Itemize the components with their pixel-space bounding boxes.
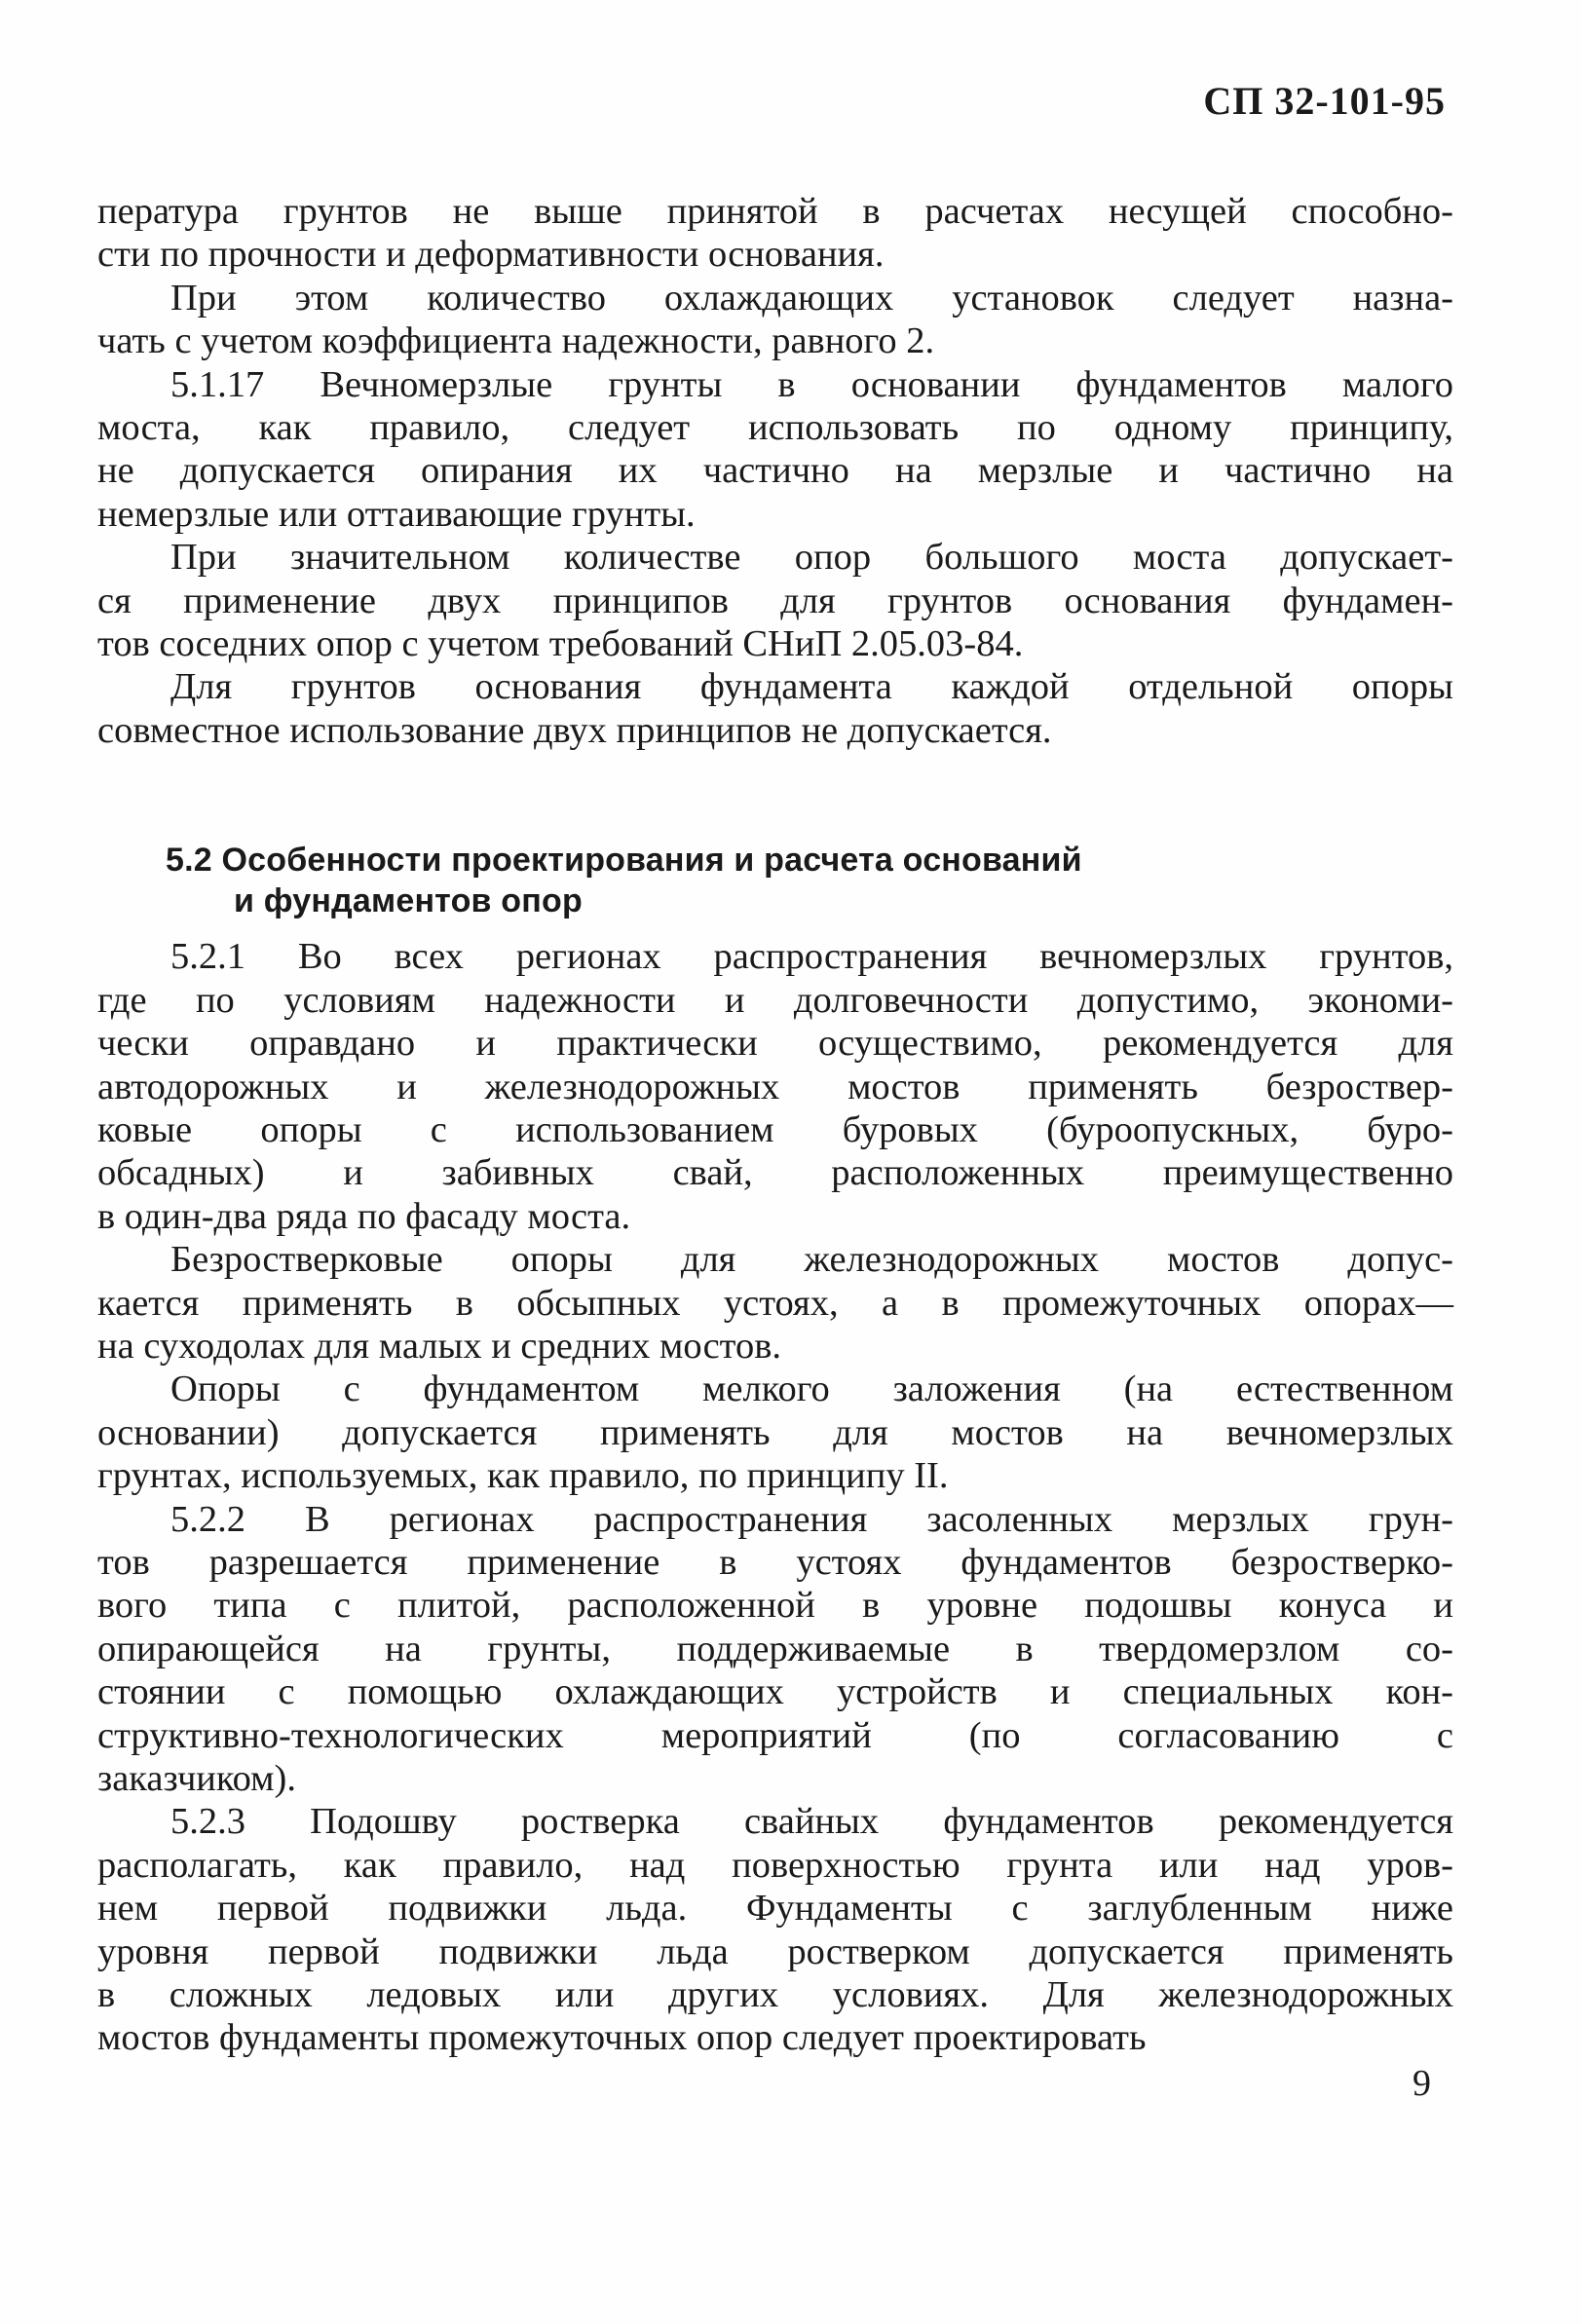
text-line: Безростверковые опоры для железнодорожных мостов допус- [170, 1239, 1453, 1281]
text-line: в сложных ледовых или других условиях. Для железнодорожных [97, 1974, 1453, 2016]
document-body [97, 190, 1453, 2060]
paragraph [97, 935, 1453, 1238]
text-line: сти по прочности и деформативности основания. [97, 234, 885, 276]
text-line: чать с учетом коэффициента надежности, равного 2. [97, 320, 935, 362]
paragraph [97, 277, 1453, 363]
text-line: структивно-технологических мероприятий (по согласованию с [97, 1714, 1453, 1756]
paragraph-group-top [97, 190, 1453, 752]
text-line: тов разрешается применение в устоях фундаментов безростверко- [97, 1541, 1453, 1583]
text-line: обсадных) и забивных свай, расположенных преимущественно [97, 1152, 1453, 1194]
paragraph [97, 363, 1453, 537]
text-line: ся применение двух принципов для грунтов основания фундамен- [97, 580, 1453, 621]
text-line: немерзлые или оттаивающие грунты. [97, 493, 696, 535]
text-line: кается применять в обсыпных устоях, а в промежуточных опорах— [97, 1282, 1453, 1324]
text-line: в один-два ряда по фасаду моста. [97, 1195, 631, 1237]
text-line: 5.2.1 Во всех регионах распространения вечномерзлых грунтов, [170, 936, 1453, 978]
text-line: 5.2.3 Подошву ростверка свайных фундаментов рекомендуется [170, 1801, 1453, 1843]
text-line: вого типа с плитой, расположенной в уровне подошвы конуса и [97, 1585, 1453, 1627]
paragraph-group-bottom [97, 935, 1453, 2060]
paragraph [97, 1368, 1453, 1497]
section-heading-line1: 5.2 Особенности проектирования и расчета оснований [166, 842, 1082, 880]
paragraph [97, 665, 1453, 752]
paragraph [97, 1800, 1453, 2059]
text-line: При значительном количестве опор большого моста допускает- [170, 537, 1453, 579]
paragraph [97, 536, 1453, 665]
text-line: где по условиям надежности и долговечности допустимо, экономи- [97, 979, 1453, 1021]
text-line: моста, как правило, следует использовать по одному принципу, [97, 407, 1453, 449]
text-line: нем первой подвижки льда. Фундаменты с заглубленным ниже [97, 1888, 1453, 1930]
page-number: 9 [1412, 2063, 1431, 2104]
text-line: пература грунтов не выше принятой в расчетах несущей способно- [97, 191, 1453, 232]
text-line: не допускается опирания их частично на мерзлые и частично на [97, 450, 1453, 492]
text-line: 5.1.17 Вечномерзлые грунты в основании фундаментов малого [170, 363, 1453, 405]
text-line: опирающейся на грунты, поддерживаемые в твердомерзлом со- [97, 1628, 1453, 1669]
text-line: заказчиком). [97, 1758, 296, 1799]
text-line: Опоры с фундаментом мелкого заложения (на естественном [170, 1368, 1453, 1410]
text-line: Для грунтов основания фундамента каждой отдельной опоры [170, 666, 1453, 708]
text-line: При этом количество охлаждающих установок следует назна- [170, 277, 1453, 319]
text-line: чески оправдано и практически осуществимо, рекомендуется для [97, 1023, 1453, 1065]
text-line: на суходолах для малых и средних мостов. [97, 1325, 782, 1367]
text-line: мостов фундаменты промежуточных опор следует проектировать [97, 2017, 1147, 2059]
paragraph [97, 190, 1453, 277]
text-line: располагать, как правило, над поверхностью грунта или над уров- [97, 1844, 1453, 1886]
text-line: грунтах, используемых, как правило, по принципу II. [97, 1455, 949, 1497]
text-line: 5.2.2 В регионах распространения засоленных мерзлых грун- [170, 1498, 1453, 1540]
text-line: уровня первой подвижки льда ростверком допускается применять [97, 1930, 1453, 1972]
text-line: ковые опоры с использованием буровых (буроопускных, буро- [97, 1108, 1453, 1150]
document-code-header: СП 32-101-95 [1203, 79, 1446, 123]
section-heading-line2: и фундаментов опор [234, 882, 583, 920]
section-heading [97, 840, 1453, 921]
text-line: тов соседних опор с учетом требований СНиП 2.05.03-84. [97, 623, 1024, 665]
text-line: совместное использование двух принципов не допускается. [97, 709, 1052, 751]
text-line: основании) допускается применять для мостов на вечномерзлых [97, 1411, 1453, 1453]
paragraph [97, 1498, 1453, 1801]
text-line: стоянии с помощью охлаждающих устройств и специальных кон- [97, 1671, 1453, 1713]
paragraph [97, 1238, 1453, 1368]
text-line: автодорожных и железнодорожных мостов применять безроствер- [97, 1066, 1453, 1107]
